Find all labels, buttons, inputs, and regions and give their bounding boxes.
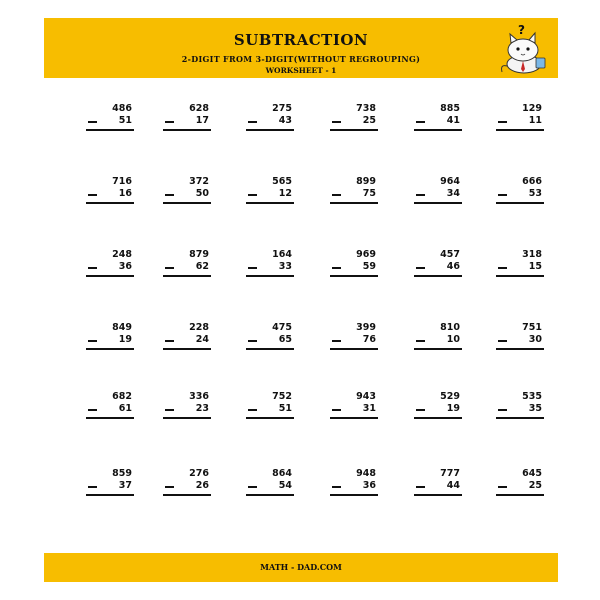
subtrahend-row bbox=[240, 403, 292, 415]
answer-line bbox=[414, 348, 462, 350]
minuend: 372 bbox=[189, 176, 209, 187]
subtrahend: 50 bbox=[195, 188, 209, 199]
subtrahend: 41 bbox=[446, 115, 460, 126]
answer-line bbox=[414, 417, 462, 419]
subtraction-problem bbox=[157, 468, 209, 492]
minus-sign-icon bbox=[165, 340, 174, 342]
subtraction-problem bbox=[490, 468, 542, 492]
subtrahend-row bbox=[80, 480, 132, 492]
subtrahend-row bbox=[80, 261, 132, 273]
subtrahend-row bbox=[80, 334, 132, 346]
minus-sign-icon bbox=[416, 340, 425, 342]
minus-sign-icon bbox=[165, 409, 174, 411]
minuend: 716 bbox=[112, 176, 132, 187]
answer-line bbox=[163, 275, 211, 277]
subtrahend: 12 bbox=[278, 188, 292, 199]
subtrahend-row bbox=[324, 188, 376, 200]
minuend: 129 bbox=[522, 103, 542, 114]
subtraction-problem bbox=[324, 468, 376, 492]
subtrahend: 36 bbox=[362, 480, 376, 491]
subtraction-problem bbox=[324, 249, 376, 273]
subtraction-problem bbox=[157, 391, 209, 415]
minuend: 969 bbox=[356, 249, 376, 260]
subtrahend-row bbox=[324, 115, 376, 127]
subtraction-problem bbox=[490, 249, 542, 273]
minuend: 885 bbox=[440, 103, 460, 114]
subtrahend-row bbox=[157, 334, 209, 346]
subtrahend: 35 bbox=[528, 403, 542, 414]
answer-line bbox=[414, 129, 462, 131]
minuend: 849 bbox=[112, 322, 132, 333]
subtraction-problem bbox=[408, 391, 460, 415]
minuend: 859 bbox=[112, 468, 132, 479]
subtrahend-row bbox=[490, 480, 542, 492]
minuend: 645 bbox=[522, 468, 542, 479]
minus-sign-icon bbox=[248, 409, 257, 411]
minuend: 318 bbox=[522, 249, 542, 260]
answer-line bbox=[330, 129, 378, 131]
answer-line bbox=[330, 202, 378, 204]
subtrahend: 59 bbox=[362, 261, 376, 272]
subtraction-problem bbox=[80, 249, 132, 273]
subtrahend-row bbox=[408, 188, 460, 200]
minus-sign-icon bbox=[248, 194, 257, 196]
subtrahend: 26 bbox=[195, 480, 209, 491]
subtrahend-row bbox=[157, 188, 209, 200]
minus-sign-icon bbox=[165, 486, 174, 488]
subtrahend: 16 bbox=[118, 188, 132, 199]
subtrahend-row bbox=[490, 115, 542, 127]
subtrahend-row bbox=[157, 480, 209, 492]
cat-thinking-icon bbox=[496, 20, 554, 76]
subtrahend-row bbox=[408, 261, 460, 273]
minus-sign-icon bbox=[332, 486, 341, 488]
minuend: 810 bbox=[440, 322, 460, 333]
minuend: 738 bbox=[356, 103, 376, 114]
answer-line bbox=[496, 129, 544, 131]
subtrahend-row bbox=[240, 261, 292, 273]
subtraction-problem bbox=[240, 391, 292, 415]
subtraction-problem bbox=[240, 176, 292, 200]
minus-sign-icon bbox=[498, 194, 507, 196]
answer-line bbox=[86, 348, 134, 350]
subtrahend: 19 bbox=[118, 334, 132, 345]
answer-line bbox=[163, 348, 211, 350]
subtraction-problem bbox=[490, 391, 542, 415]
minuend: 529 bbox=[440, 391, 460, 402]
subtrahend-row bbox=[324, 334, 376, 346]
minus-sign-icon bbox=[165, 121, 174, 123]
minuend: 475 bbox=[272, 322, 292, 333]
answer-line bbox=[246, 275, 294, 277]
subtraction-problem bbox=[408, 176, 460, 200]
minus-sign-icon bbox=[498, 267, 507, 269]
subtraction-problem bbox=[80, 176, 132, 200]
subtrahend-row bbox=[408, 403, 460, 415]
subtrahend-row bbox=[408, 334, 460, 346]
minuend: 777 bbox=[440, 468, 460, 479]
minuend: 899 bbox=[356, 176, 376, 187]
minuend: 751 bbox=[522, 322, 542, 333]
minus-sign-icon bbox=[88, 340, 97, 342]
subtrahend: 10 bbox=[446, 334, 460, 345]
minuend: 164 bbox=[272, 249, 292, 260]
minus-sign-icon bbox=[248, 340, 257, 342]
worksheet-header bbox=[44, 18, 558, 78]
minus-sign-icon bbox=[416, 121, 425, 123]
answer-line bbox=[246, 129, 294, 131]
subtrahend-row bbox=[240, 188, 292, 200]
subtraction-problem bbox=[80, 103, 132, 127]
answer-line bbox=[86, 202, 134, 204]
answer-line bbox=[86, 494, 134, 496]
subtraction-problem bbox=[80, 322, 132, 346]
subtrahend-row bbox=[490, 403, 542, 415]
answer-line bbox=[414, 275, 462, 277]
answer-line bbox=[163, 129, 211, 131]
subtrahend: 25 bbox=[528, 480, 542, 491]
minuend: 682 bbox=[112, 391, 132, 402]
subtrahend-row bbox=[157, 261, 209, 273]
minuend: 535 bbox=[522, 391, 542, 402]
subtrahend: 36 bbox=[118, 261, 132, 272]
answer-line bbox=[496, 494, 544, 496]
worksheet-title: SUBTRACTION bbox=[233, 31, 369, 49]
subtraction-problem bbox=[157, 176, 209, 200]
answer-line bbox=[163, 202, 211, 204]
subtrahend: 51 bbox=[278, 403, 292, 414]
answer-line bbox=[330, 348, 378, 350]
subtraction-problem bbox=[408, 249, 460, 273]
subtraction-problem bbox=[240, 103, 292, 127]
answer-line bbox=[163, 494, 211, 496]
subtrahend: 25 bbox=[362, 115, 376, 126]
minus-sign-icon bbox=[88, 486, 97, 488]
answer-line bbox=[163, 417, 211, 419]
minus-sign-icon bbox=[498, 340, 507, 342]
minus-sign-icon bbox=[498, 409, 507, 411]
minus-sign-icon bbox=[332, 267, 341, 269]
minuend: 399 bbox=[356, 322, 376, 333]
subtraction-problem bbox=[324, 176, 376, 200]
subtrahend: 51 bbox=[118, 115, 132, 126]
minuend: 565 bbox=[272, 176, 292, 187]
subtrahend-row bbox=[490, 188, 542, 200]
subtraction-problem bbox=[324, 103, 376, 127]
minus-sign-icon bbox=[498, 121, 507, 123]
answer-line bbox=[86, 129, 134, 131]
minus-sign-icon bbox=[88, 409, 97, 411]
subtrahend-row bbox=[240, 334, 292, 346]
subtraction-problem bbox=[157, 249, 209, 273]
subtrahend-row bbox=[324, 261, 376, 273]
worksheet-footer bbox=[44, 553, 558, 582]
subtraction-problem bbox=[324, 391, 376, 415]
subtraction-problem bbox=[490, 176, 542, 200]
subtrahend-row bbox=[240, 115, 292, 127]
subtrahend: 54 bbox=[278, 480, 292, 491]
minus-sign-icon bbox=[88, 267, 97, 269]
answer-line bbox=[86, 417, 134, 419]
subtrahend: 44 bbox=[446, 480, 460, 491]
minuend: 964 bbox=[440, 176, 460, 187]
subtrahend: 23 bbox=[195, 403, 209, 414]
answer-line bbox=[496, 417, 544, 419]
minus-sign-icon bbox=[248, 267, 257, 269]
answer-line bbox=[330, 417, 378, 419]
subtrahend-row bbox=[80, 188, 132, 200]
minus-sign-icon bbox=[332, 409, 341, 411]
subtraction-problem bbox=[490, 322, 542, 346]
subtrahend: 15 bbox=[528, 261, 542, 272]
subtraction-problem bbox=[157, 322, 209, 346]
subtrahend: 30 bbox=[528, 334, 542, 345]
subtrahend-row bbox=[240, 480, 292, 492]
minus-sign-icon bbox=[332, 340, 341, 342]
subtrahend-row bbox=[324, 480, 376, 492]
subtrahend: 19 bbox=[446, 403, 460, 414]
minuend: 666 bbox=[522, 176, 542, 187]
subtrahend: 43 bbox=[278, 115, 292, 126]
footer-site-name: MATH - DAD.COM bbox=[260, 562, 342, 572]
subtraction-problem bbox=[324, 322, 376, 346]
subtrahend: 31 bbox=[362, 403, 376, 414]
subtrahend-row bbox=[490, 334, 542, 346]
answer-line bbox=[496, 202, 544, 204]
subtrahend: 37 bbox=[118, 480, 132, 491]
subtrahend-row bbox=[80, 403, 132, 415]
answer-line bbox=[330, 494, 378, 496]
minus-sign-icon bbox=[165, 267, 174, 269]
subtrahend-row bbox=[408, 115, 460, 127]
answer-line bbox=[246, 202, 294, 204]
subtraction-problem bbox=[240, 249, 292, 273]
minuend: 486 bbox=[112, 103, 132, 114]
minuend: 943 bbox=[356, 391, 376, 402]
subtraction-problem bbox=[408, 322, 460, 346]
answer-line bbox=[496, 348, 544, 350]
subtraction-problem bbox=[80, 468, 132, 492]
subtraction-problem bbox=[240, 322, 292, 346]
minus-sign-icon bbox=[498, 486, 507, 488]
minuend: 752 bbox=[272, 391, 292, 402]
answer-line bbox=[246, 494, 294, 496]
minus-sign-icon bbox=[165, 194, 174, 196]
answer-line bbox=[496, 275, 544, 277]
minus-sign-icon bbox=[416, 194, 425, 196]
subtrahend: 17 bbox=[195, 115, 209, 126]
worksheet-subtitle: 2-DIGIT FROM 3-DIGIT(WITHOUT REGROUPING) bbox=[181, 54, 421, 64]
minus-sign-icon bbox=[88, 194, 97, 196]
minuend: 879 bbox=[189, 249, 209, 260]
minus-sign-icon bbox=[416, 486, 425, 488]
minuend: 628 bbox=[189, 103, 209, 114]
subtrahend: 62 bbox=[195, 261, 209, 272]
subtrahend: 11 bbox=[528, 115, 542, 126]
subtrahend-row bbox=[80, 115, 132, 127]
answer-line bbox=[330, 275, 378, 277]
answer-line bbox=[86, 275, 134, 277]
answer-line bbox=[414, 494, 462, 496]
minuend: 248 bbox=[112, 249, 132, 260]
minuend: 948 bbox=[356, 468, 376, 479]
subtrahend-row bbox=[490, 261, 542, 273]
subtrahend: 75 bbox=[362, 188, 376, 199]
subtraction-problem bbox=[157, 103, 209, 127]
minus-sign-icon bbox=[416, 409, 425, 411]
subtrahend-row bbox=[157, 403, 209, 415]
answer-line bbox=[246, 348, 294, 350]
subtraction-problem bbox=[80, 391, 132, 415]
minuend: 457 bbox=[440, 249, 460, 260]
minus-sign-icon bbox=[332, 194, 341, 196]
minuend: 336 bbox=[189, 391, 209, 402]
minus-sign-icon bbox=[332, 121, 341, 123]
minus-sign-icon bbox=[248, 486, 257, 488]
subtraction-problem bbox=[408, 103, 460, 127]
subtrahend: 24 bbox=[195, 334, 209, 345]
minuend: 275 bbox=[272, 103, 292, 114]
answer-line bbox=[246, 417, 294, 419]
subtraction-problem bbox=[490, 103, 542, 127]
subtrahend-row bbox=[324, 403, 376, 415]
subtrahend: 33 bbox=[278, 261, 292, 272]
minus-sign-icon bbox=[416, 267, 425, 269]
minuend: 864 bbox=[272, 468, 292, 479]
subtraction-problem bbox=[240, 468, 292, 492]
subtraction-problem bbox=[408, 468, 460, 492]
subtrahend: 76 bbox=[362, 334, 376, 345]
subtrahend: 61 bbox=[118, 403, 132, 414]
subtrahend-row bbox=[157, 115, 209, 127]
minuend: 276 bbox=[189, 468, 209, 479]
question-mark-text: ? bbox=[518, 23, 525, 37]
minus-sign-icon bbox=[248, 121, 257, 123]
minus-sign-icon bbox=[88, 121, 97, 123]
subtrahend: 65 bbox=[278, 334, 292, 345]
subtrahend: 34 bbox=[446, 188, 460, 199]
minuend: 228 bbox=[189, 322, 209, 333]
worksheet-number: WORKSHEET - 1 bbox=[265, 66, 337, 75]
subtrahend: 46 bbox=[446, 261, 460, 272]
subtrahend-row bbox=[408, 480, 460, 492]
answer-line bbox=[414, 202, 462, 204]
subtrahend: 53 bbox=[528, 188, 542, 199]
